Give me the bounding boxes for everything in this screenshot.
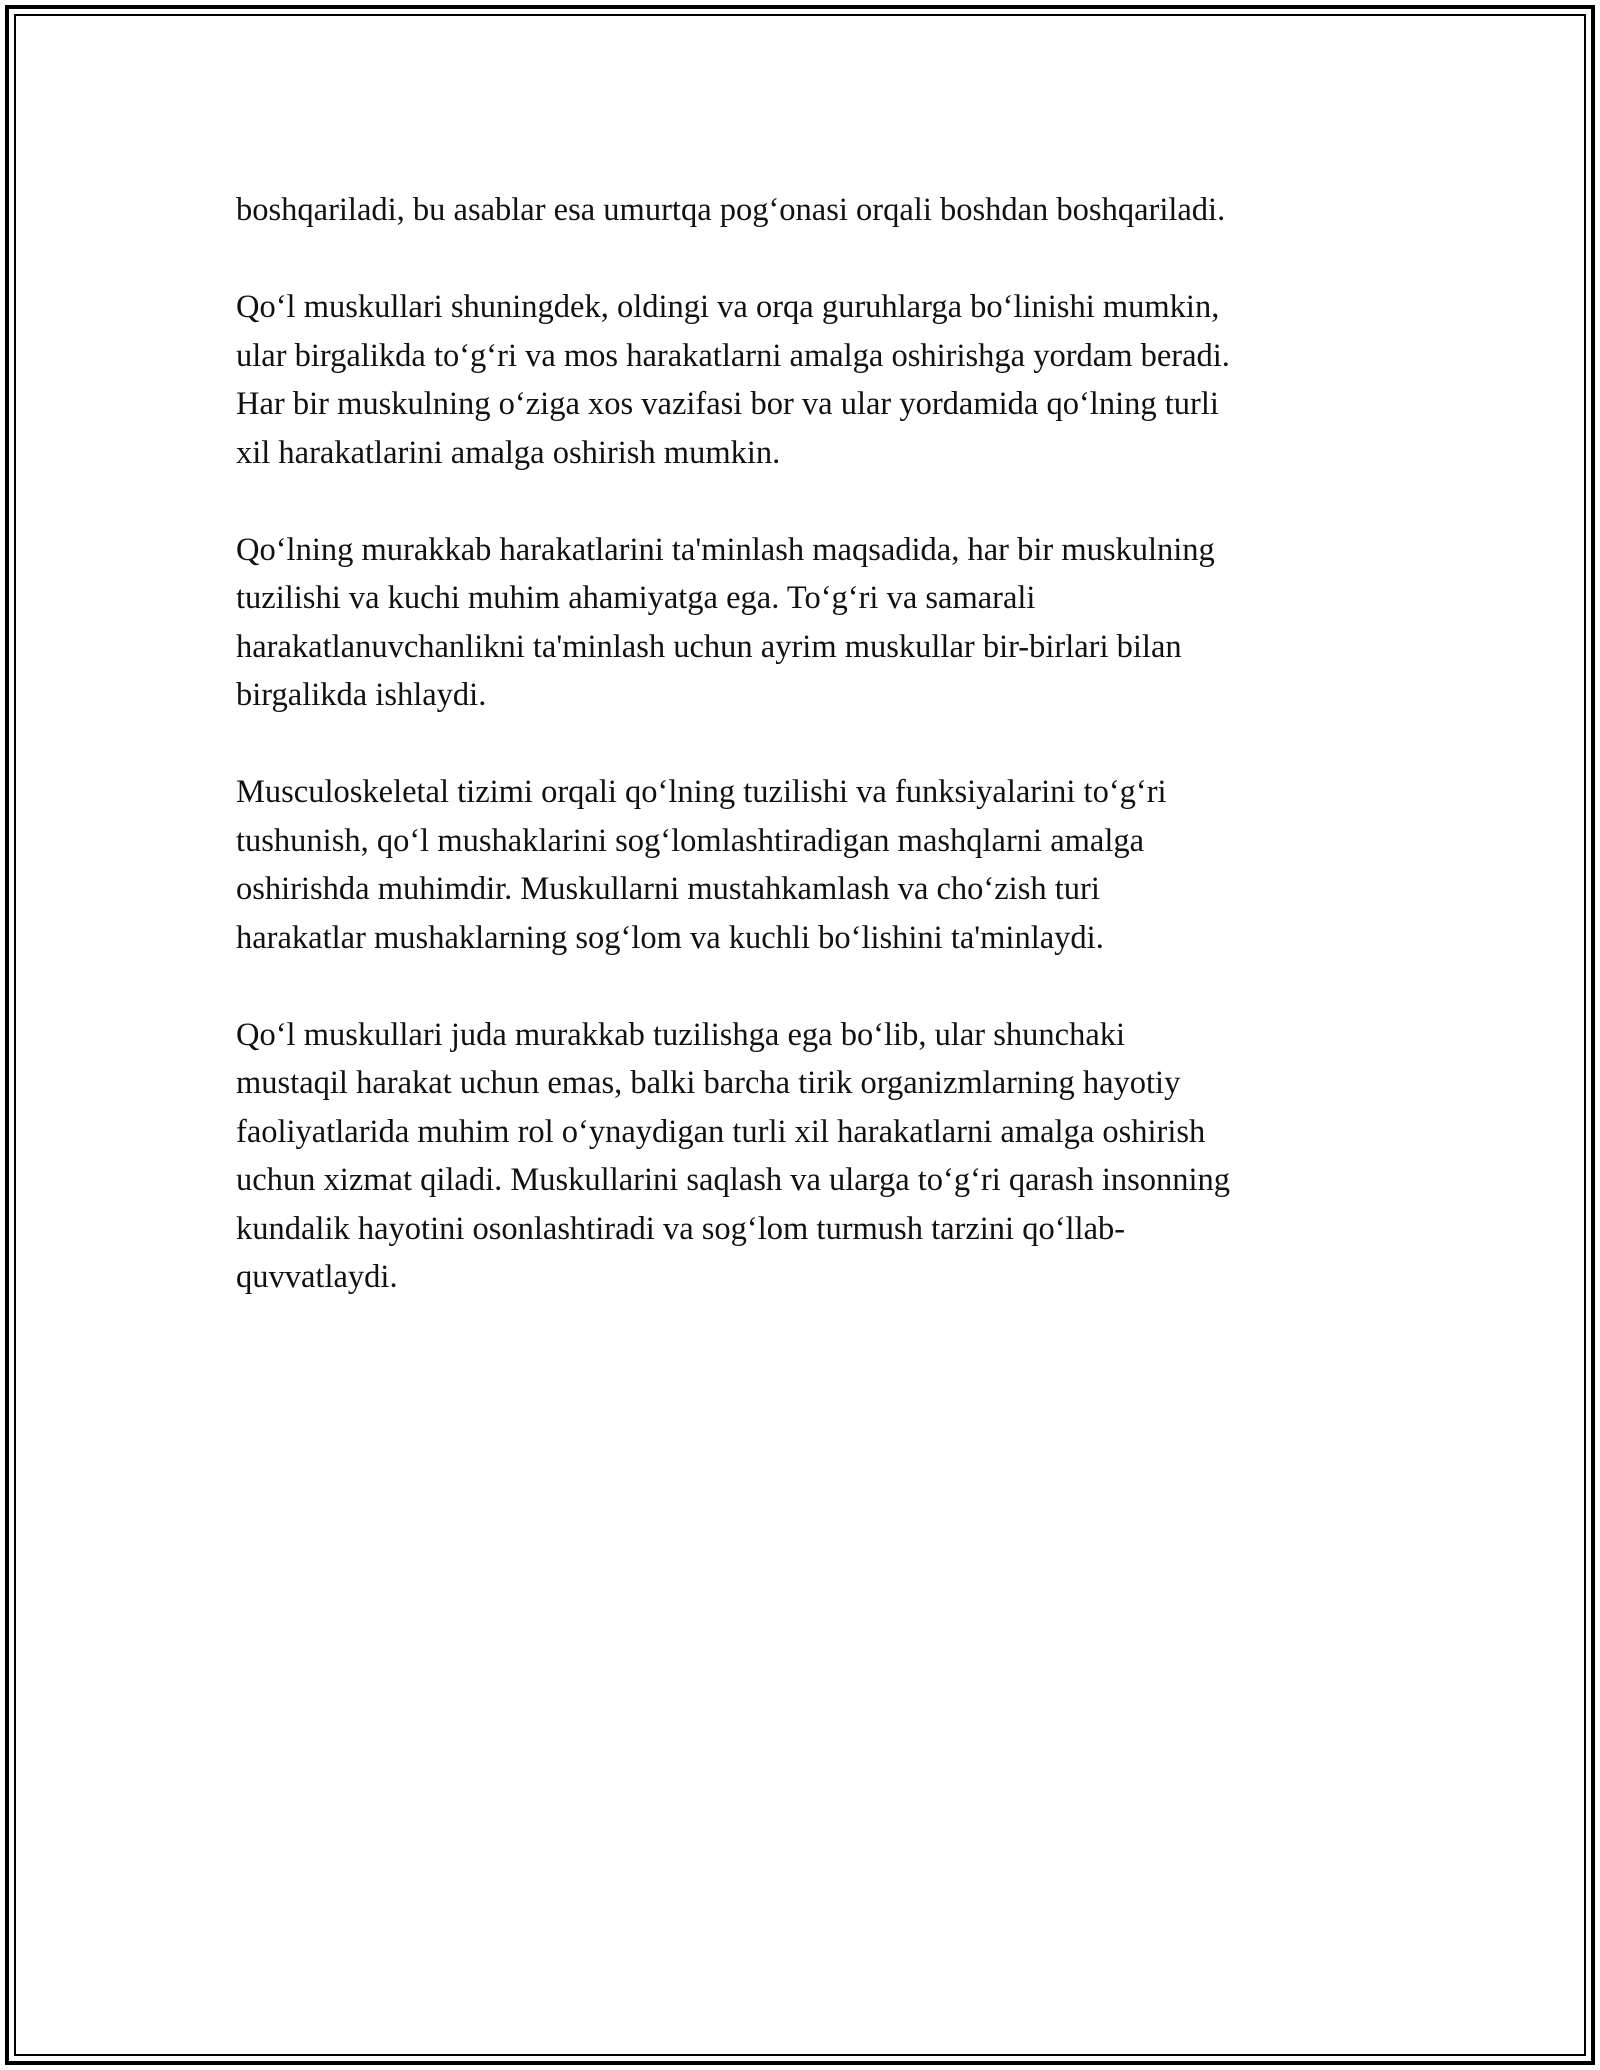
paragraph-4: Musculoskeletal tizimi orqali qo‘lning tuzilishi va funksiyalarini to‘g‘ri tushunish, qo‘l mushaklarini sog‘lomlashtiradigan mashqlarni amalga oshirishda muhimdir. Muskullarni mustahkamlash va cho‘zish turi harakatlar mushaklarning sog‘lom va kuchli bo‘lishini ta'minlaydi.: [236, 774, 1167, 956]
paragraph-2: Qo‘l muskullari shuningdek, oldingi va orqa guruhlarga bo‘linishi mumkin, ular birgalikda to‘g‘ri va mos harakatlarni amalga oshirishga yordam beradi. Har bir muskulning o‘ziga xos vazifasi bor va ular yordamida qo‘lning turli xil harakatlarini amalga oshirish mumkin.: [236, 289, 1230, 471]
paragraph-5: Qo‘l muskullari juda murakkab tuzilishga ega bo‘lib, ular shunchaki mustaqil harakat uchun emas, balki barcha tirik organizmlarning hayotiy faoliyatlarida muhim rol o‘ynaydigan turli xil harakatlarni amalga oshirish uchun xizmat qiladi. Muskullarini saqlash va ularga to‘g‘ri qarash insonning kundalik hayotini osonlashtiradi va sog‘lom turmush tarzini qo‘llab- quvvatlaydi.: [236, 1016, 1231, 1295]
paragraph-3: Qo‘lning murakkab harakatlarini ta'minlash maqsadida, har bir muskulning tuzilishi va kuchi muhim ahamiyatga ega. To‘g‘ri va samarali harakatlanuvchanlikni ta'minlash uchun ayrim muskullar bir-birlari bilan birgalikda ishlaydi.: [236, 531, 1215, 713]
document-body: [236, 186, 1376, 1350]
paragraph-1: boshqariladi, bu asablar esa umurtqa pog‘onasi orqali boshdan boshqariladi.: [236, 192, 1226, 228]
